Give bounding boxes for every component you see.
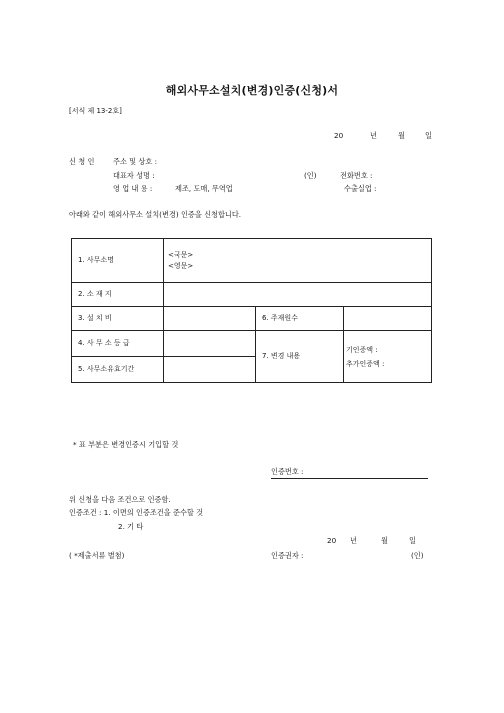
office-grade-label: 4. 사 무 소 등 급	[72, 331, 164, 357]
authority-label: 인증권자 :	[271, 551, 304, 560]
office-name-value	[164, 239, 432, 283]
office-grade-value	[164, 331, 256, 357]
date-day: 일	[425, 131, 432, 140]
office-name-label: 1. 사무소명	[72, 239, 164, 283]
approved-amount-label: 기인증액 :	[346, 345, 378, 354]
date-year-prefix: 20	[334, 131, 344, 140]
applicant-label: 신 청 인	[69, 157, 95, 166]
staff-count-label: 6. 주재원수	[256, 307, 344, 331]
bottom-date-year: 년	[350, 536, 357, 545]
condition-line-2: 2. 기 타	[118, 522, 144, 531]
additional-amount-label: 추가인증액 :	[346, 359, 385, 368]
installation-cost-value	[164, 307, 256, 331]
representative-label: 대표자 성명 :	[113, 171, 155, 180]
date-year: 년	[370, 131, 377, 140]
change-content-label: 7. 변경 내용	[256, 331, 344, 383]
form-number: [서식 제 13-2호]	[69, 107, 122, 115]
installation-cost-label: 3. 설 치 비	[72, 307, 164, 331]
office-name-english: <영문>	[168, 261, 194, 270]
document-title: 해외사무소설치(변경)인증(신청)서	[165, 84, 339, 97]
bottom-date-year-prefix: 20	[327, 536, 337, 545]
attachments-note: ( *제출서류 별첨)	[69, 551, 125, 560]
validity-period-value	[164, 357, 256, 383]
office-name-korean: <국문>	[168, 250, 194, 259]
intro-text: 아래와 같이 해외사무소 설치(변경) 인증을 신청합니다.	[69, 210, 242, 219]
validity-period-label: 5. 사무소유효기간	[72, 357, 164, 383]
business-label: 영 업 내 용 :	[113, 184, 153, 193]
date-month: 월	[398, 131, 405, 140]
business-value: 제조, 도매, 무역업	[175, 184, 233, 193]
authority-seal: (인)	[411, 551, 424, 560]
certificate-number-line	[271, 478, 428, 479]
condition-line-1: 인증조건 : 1. 이면의 인증조건을 준수할 것	[69, 508, 204, 517]
staff-count-value	[344, 307, 432, 331]
certificate-number-label: 인증번호 :	[271, 467, 304, 476]
bottom-date-day: 일	[409, 536, 416, 545]
export-label: 수출실업 :	[344, 184, 377, 193]
location-value	[164, 283, 432, 307]
address-label: 주소 및 상호 :	[113, 157, 157, 166]
phone-label: 전화번호 :	[340, 171, 373, 180]
bottom-date-month: 월	[381, 536, 388, 545]
change-content-value	[344, 331, 432, 383]
location-label: 2. 소 재 지	[72, 283, 164, 307]
application-table	[71, 238, 432, 383]
conditions-intro: 위 신청을 다음 조건으로 인증함.	[69, 495, 171, 504]
seal-mark: (인)	[304, 171, 317, 180]
note-text: * 표 부분은 변경인증시 기입할 것	[73, 440, 179, 449]
